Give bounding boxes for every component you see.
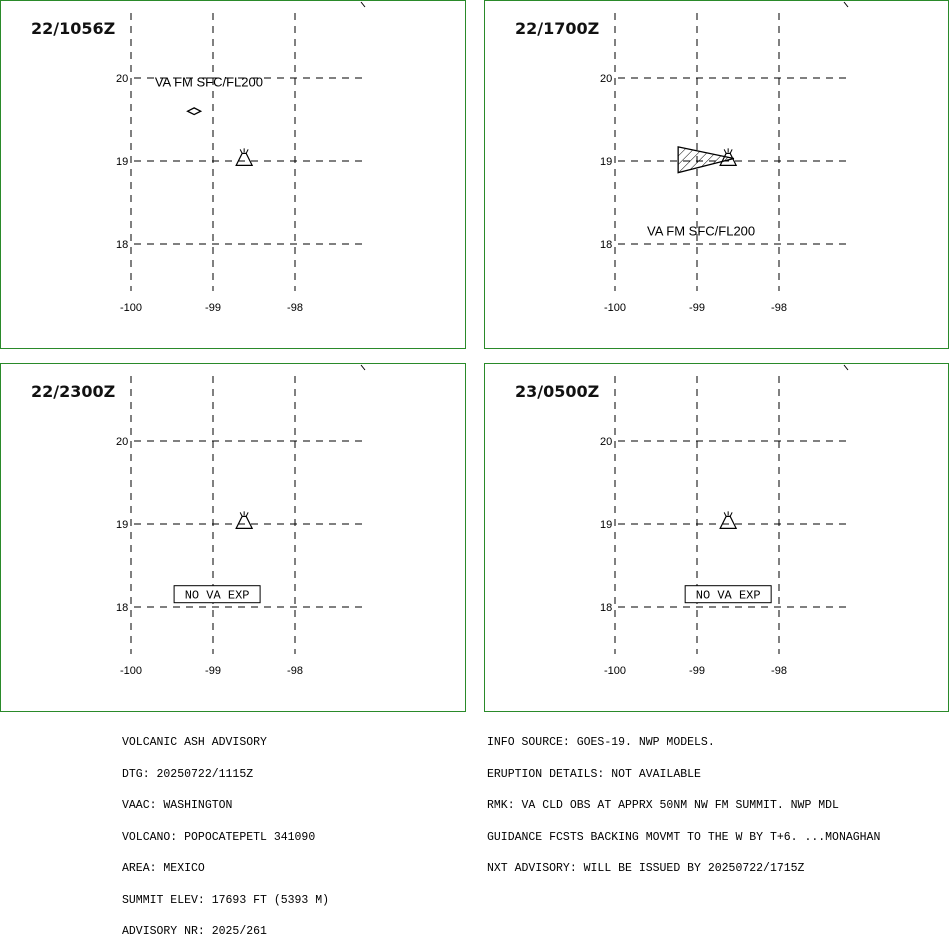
panel-valid-time: 22/1700Z: [515, 19, 600, 38]
lat-tick-label: 18: [600, 602, 613, 614]
volcano-icon: [720, 511, 736, 528]
volcano-icon: [236, 511, 252, 528]
lat-tick-label: 20: [116, 73, 129, 85]
map-panel-1: [0, 0, 466, 349]
ash-label: NO VA EXP: [184, 588, 250, 603]
lat-tick-label: 19: [600, 519, 613, 531]
ash-cloud-area: [188, 108, 201, 115]
lat-tick-label: 20: [600, 436, 613, 448]
map-panel-2: [484, 0, 949, 349]
lon-tick-label: -99: [689, 302, 705, 314]
panel-valid-time: 22/1056Z: [31, 19, 116, 38]
ash-cloud-area: [678, 147, 734, 173]
volcano-icon: [236, 148, 252, 165]
advisory-info-right: [487, 717, 880, 885]
map-svg: [1, 364, 467, 713]
lon-tick-label: -98: [771, 665, 787, 677]
lat-tick-label: 19: [116, 519, 129, 531]
ash-label: VA FM SFC/FL200: [154, 74, 263, 90]
map-svg: [485, 364, 950, 713]
lon-tick-label: -100: [603, 665, 627, 677]
corner-mark: [361, 2, 365, 7]
map-svg: [1, 1, 467, 350]
ash-label: NO VA EXP: [695, 588, 761, 603]
panel-valid-time: 22/2300Z: [31, 382, 116, 401]
footer-line: INFO SOURCE: GOES-19. NWP MODELS.: [487, 736, 715, 749]
footer-line: AREA: MEXICO: [122, 862, 205, 875]
lat-tick-label: 20: [600, 73, 613, 85]
lat-tick-label: 19: [600, 156, 613, 168]
lon-tick-label: -99: [689, 665, 705, 677]
footer-line: VAAC: WASHINGTON: [122, 799, 233, 812]
footer-line: NXT ADVISORY: WILL BE ISSUED BY 20250722/1715Z: [487, 862, 805, 875]
lon-tick-label: -98: [771, 302, 787, 314]
lat-tick-label: 18: [116, 239, 129, 251]
lon-tick-label: -99: [205, 665, 221, 677]
footer-line: GUIDANCE FCSTS BACKING MOVMT TO THE W BY T+6. ...MONAGHAN: [487, 830, 881, 844]
lon-tick-label: -99: [205, 302, 221, 314]
footer-line: SUMMIT ELEV: 17693 FT (5393 M): [122, 893, 330, 907]
corner-mark: [361, 365, 365, 370]
lon-tick-label: -98: [287, 665, 303, 677]
footer-line: RMK: VA CLD OBS AT APPRX 50NM NW FM SUMMIT. NWP MDL: [487, 799, 839, 812]
footer-line: VOLCANIC ASH ADVISORY: [122, 736, 267, 749]
footer-line: DTG: 20250722/1115Z: [122, 767, 254, 781]
footer-line: ADVISORY NR: 2025/261: [122, 925, 267, 938]
lat-tick-label: 18: [116, 602, 129, 614]
advisory-info-left: [122, 717, 329, 948]
panel-valid-time: 23/0500Z: [515, 382, 600, 401]
lon-tick-label: -100: [603, 302, 627, 314]
corner-mark: [844, 2, 848, 7]
footer-line: ERUPTION DETAILS: NOT AVAILABLE: [487, 767, 701, 781]
lat-tick-label: 18: [600, 239, 613, 251]
footer-line: VOLCANO: POPOCATEPETL 341090: [122, 830, 316, 844]
map-panel-4: [484, 363, 949, 712]
lat-tick-label: 19: [116, 156, 129, 168]
lat-tick-label: 20: [116, 436, 129, 448]
lon-tick-label: -100: [119, 665, 143, 677]
lon-tick-label: -100: [119, 302, 143, 314]
ash-label: VA FM SFC/FL200: [647, 223, 756, 239]
map-svg: [485, 1, 950, 350]
map-panel-3: [0, 363, 466, 712]
lon-tick-label: -98: [287, 302, 303, 314]
corner-mark: [844, 365, 848, 370]
